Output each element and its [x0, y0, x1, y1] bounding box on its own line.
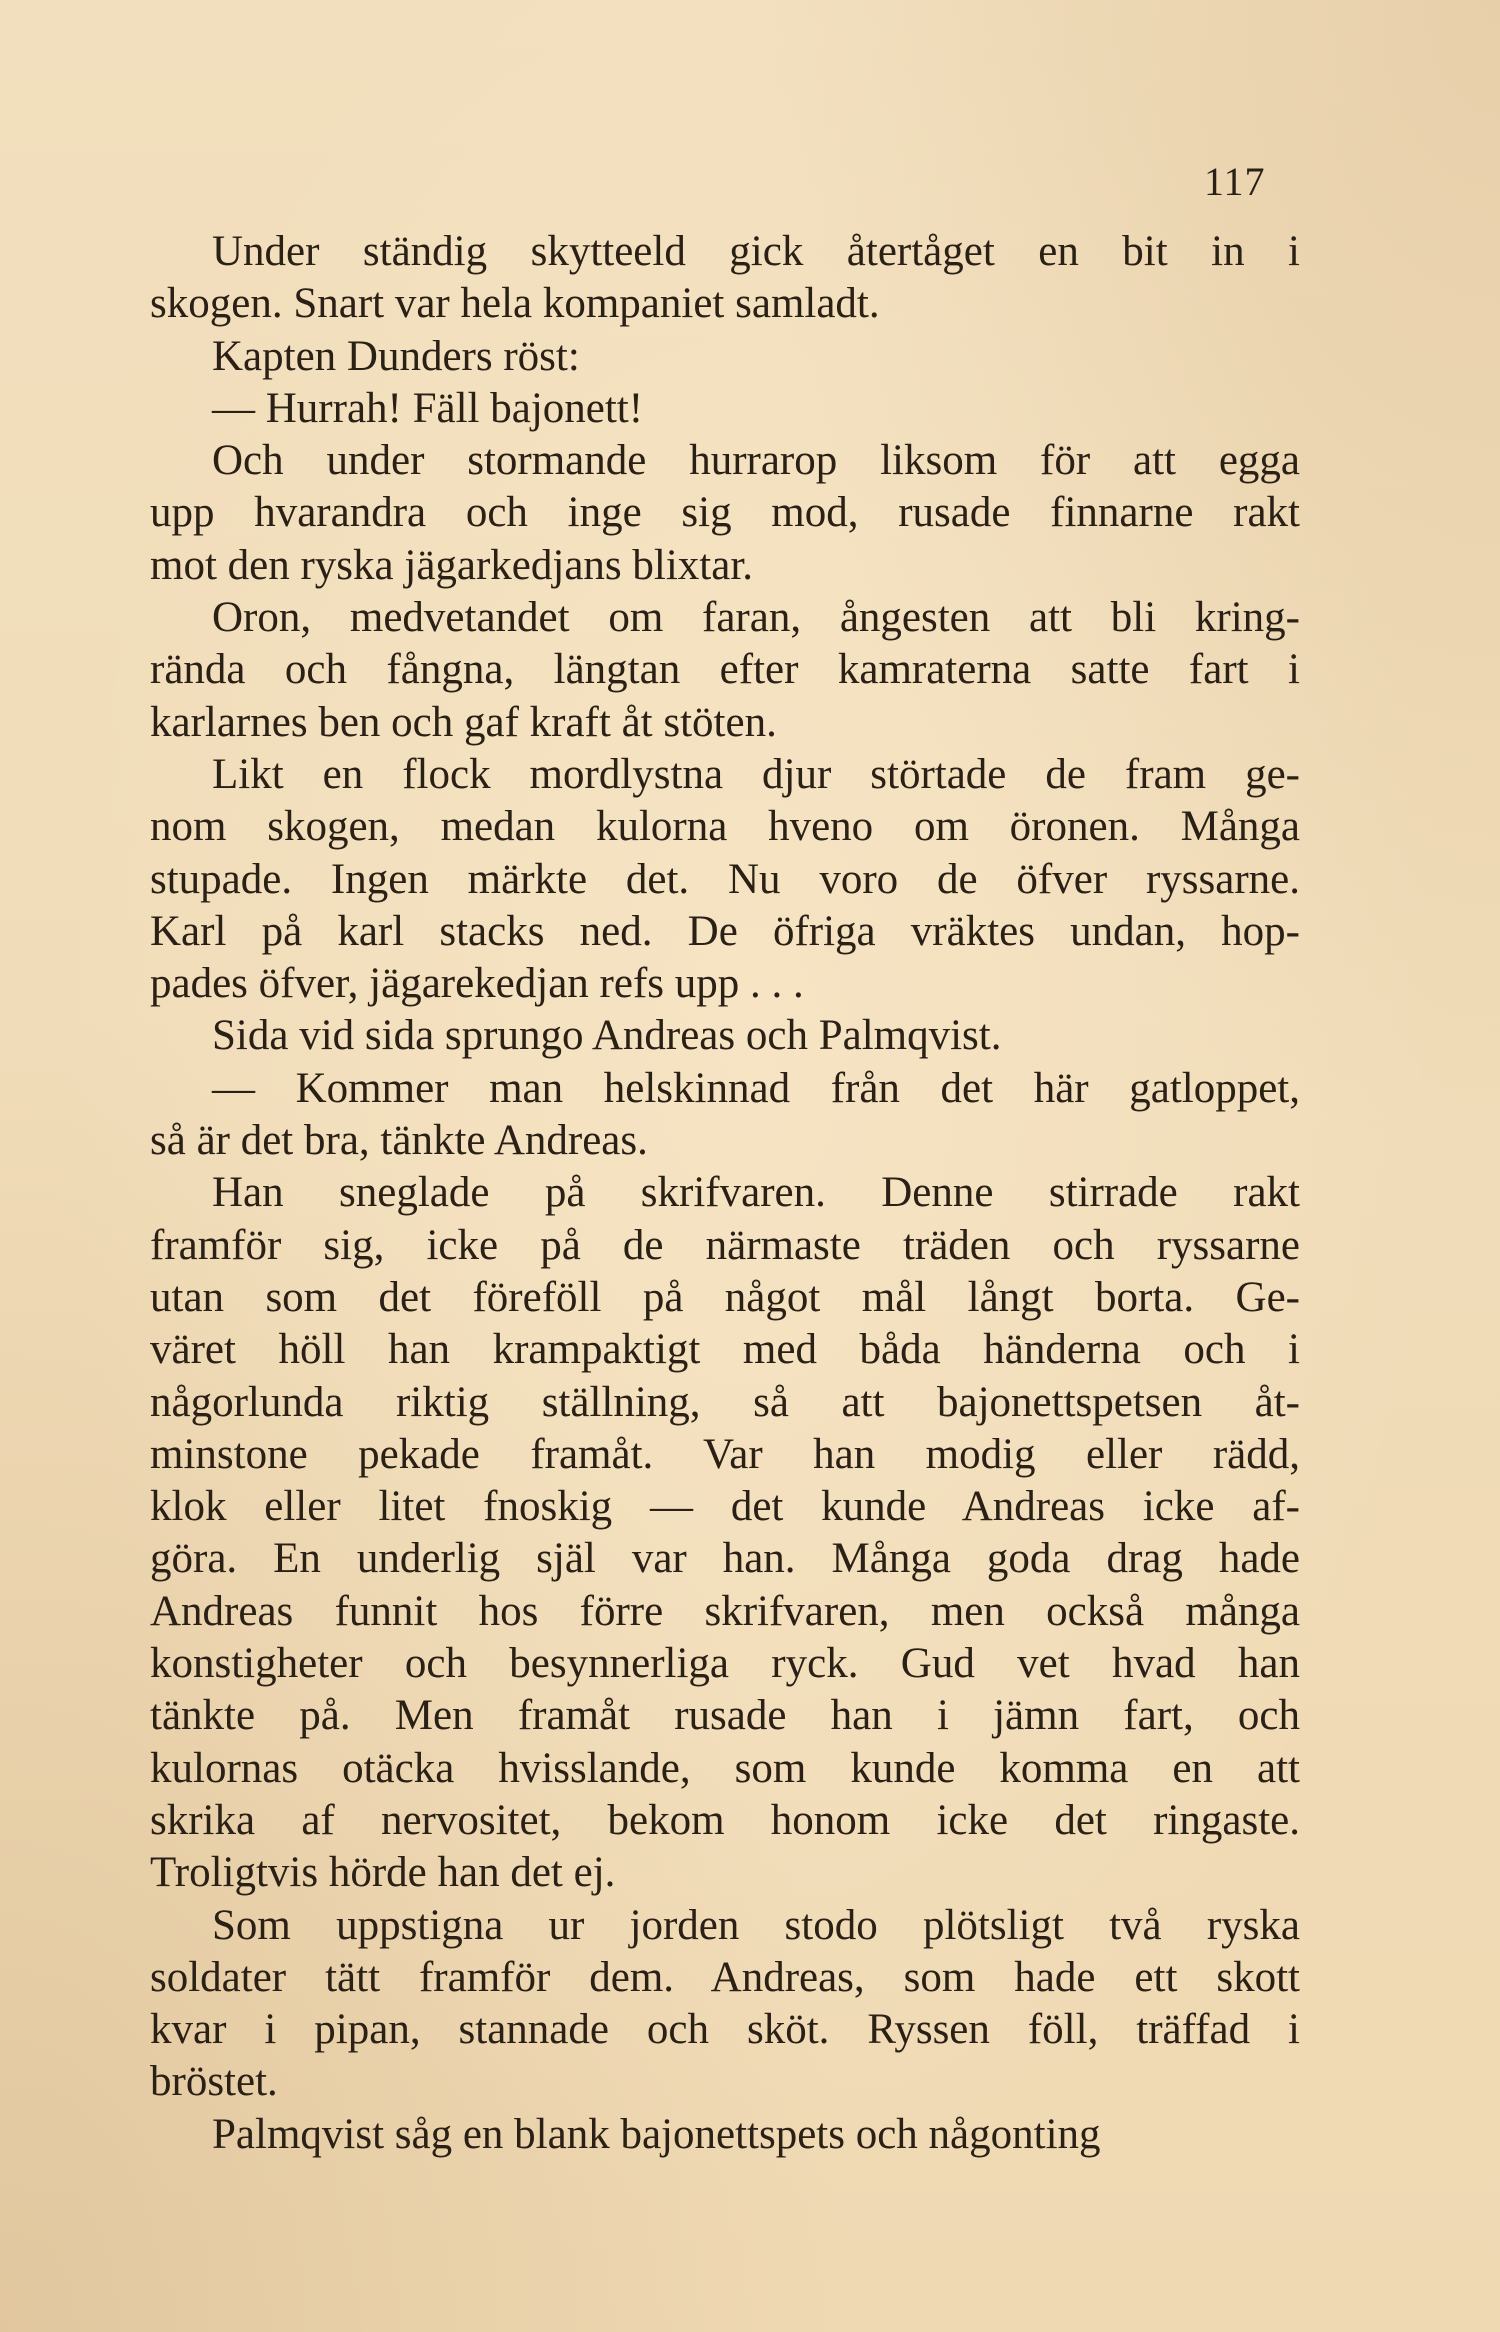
text-line: Under ständig skytteeld gick återtåget en bit in i [212, 228, 1300, 275]
text-line: väret höll han krampaktigt med båda händerna och i [150, 1326, 1300, 1374]
paragraph [150, 1900, 1300, 2109]
text-line: Andreas funnit hos förre skrifvaren, men också många [150, 1587, 1300, 1635]
text-line: Och under stormande hurrarop liksom för att egga [212, 437, 1300, 485]
paragraph [150, 383, 1300, 435]
text-line: rända och fångna, längtan efter kamraterna satte fart i [150, 646, 1300, 694]
text-line: Likt en flock mordlystna djur störtade de fram ge- [212, 750, 1300, 798]
text-line: framför sig, icke på de närmaste träden och ryssarne [150, 1221, 1300, 1269]
text-line: Han sneglade på skrifvaren. Denne stirrade rakt [212, 1169, 1300, 1217]
text-line: — Hurrah! Fäll bajonett! [212, 384, 644, 432]
paragraph [150, 435, 1300, 592]
text-line: upp hvarandra och inge sig mod, rusade finnarne rakt [150, 489, 1300, 537]
text-line: bröstet. [150, 2058, 278, 2106]
paragraph [150, 331, 1300, 383]
paragraph [150, 1010, 1300, 1062]
text-line: göra. En underlig själ var han. Många goda drag hade [150, 1535, 1300, 1583]
page-number: 117 [1204, 159, 1266, 204]
text-line: Palmqvist såg en blank bajonettspets och någonting [212, 2110, 1101, 2158]
body-text [150, 226, 1300, 2161]
paragraph [150, 226, 1300, 331]
text-line: klok eller litet fnoskig — det kunde Andreas icke af- [150, 1483, 1300, 1531]
text-line: kvar i pipan, stannade och sköt. Ryssen föll, träffad i [150, 2006, 1300, 2054]
paragraph [150, 592, 1300, 749]
text-line: utan som det föreföll på något mål långt borta. Ge- [150, 1273, 1300, 1321]
text-line: pades öfver, jägarekedjan refs upp . . . [150, 960, 804, 1008]
text-line: soldater tätt framför dem. Andreas, som hade ett skott [150, 1953, 1300, 2001]
text-line: Oron, medvetandet om faran, ångesten att bli kring- [212, 594, 1300, 642]
text-line: minstone pekade framåt. Var han modig eller rädd, [150, 1430, 1300, 1478]
text-line: tänkte på. Men framåt rusade han i jämn fart, och [150, 1692, 1300, 1740]
text-line: — Kommer man helskinnad från det här gatloppet, [212, 1064, 1300, 1112]
paragraph [150, 1063, 1300, 1168]
text-line: Kapten Dunders röst: [212, 332, 580, 380]
text-line: kulornas otäcka hvisslande, som kunde komma en att [150, 1744, 1300, 1792]
text-line: stupade. Ingen märkte det. Nu voro de öfver ryssarne. [150, 855, 1300, 903]
text-line: någorlunda riktig ställning, så att bajonettspetsen åt- [150, 1378, 1300, 1426]
text-line: Troligtvis hörde han det ej. [150, 1849, 616, 1897]
text-line: konstigheter och besynnerliga ryck. Gud vet hvad han [150, 1640, 1300, 1688]
paragraph [150, 1167, 1300, 1899]
text-line: nom skogen, medan kulorna hveno om öronen. Många [150, 803, 1300, 851]
paragraph [150, 2109, 1300, 2161]
text-line: Sida vid sida sprungo Andreas och Palmqvist. [212, 1012, 1002, 1060]
paragraph [150, 749, 1300, 1010]
text-line: skogen. Snart var hela kompaniet samladt. [150, 280, 880, 328]
text-line: så är det bra, tänkte Andreas. [150, 1117, 648, 1165]
text-line: skrika af nervositet, bekom honom icke det ringaste. [150, 1796, 1300, 1844]
text-line: mot den ryska jägarkedjans blixtar. [150, 541, 754, 589]
text-line: Som uppstigna ur jorden stodo plötsligt två ryska [212, 1901, 1300, 1949]
text-line: Karl på karl stacks ned. De öfriga vräktes undan, hop- [150, 907, 1300, 955]
text-line: karlarnes ben och gaf kraft åt stöten. [150, 698, 777, 746]
